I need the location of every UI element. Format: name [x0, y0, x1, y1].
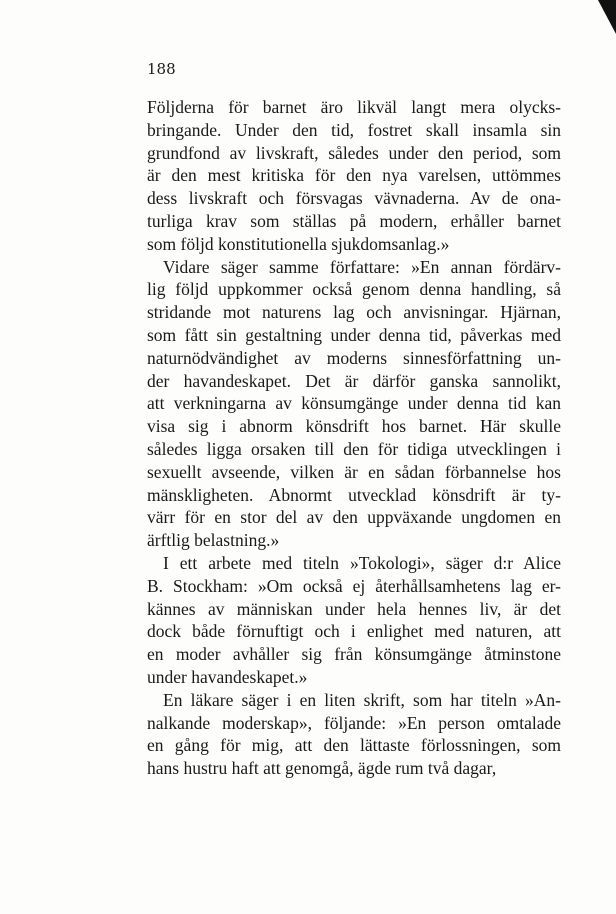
text-line: dess livskraft och försvagas vävnaderna. Av de ona- [147, 188, 561, 209]
text-line: värr för en stor del av den uppväxande ungdomen en [147, 507, 561, 528]
text-line: der havandeskapet. Det är därför ganska sannolikt, [147, 370, 561, 391]
text-line: under havandeskapet.» [147, 666, 308, 687]
text-line: en moder avhåller sig från könsumgänge åtminstone [147, 644, 561, 665]
text-line: mänskligheten. Abnormt utvecklad könsdrift är ty- [147, 484, 561, 505]
text-line: visa sig i abnorm könsdrift hos barnet. Här skulle [147, 416, 561, 437]
text-line: Följderna för barnet äro likväl langt mera olycks- [147, 97, 561, 117]
paragraph [147, 689, 561, 780]
text-line: stridande mot naturens lag och anvisningar. Hjärnan, [147, 302, 561, 323]
text-line: hans hustru haft att genomgå, ägde rum två dagar, [147, 758, 497, 779]
text-line: ärftlig belastning.» [147, 530, 280, 551]
text-line: Vidare säger samme författare: »En annan fördärv- [163, 256, 561, 277]
text-line: att verkningarna av könsumgänge under denna tid kan [147, 393, 561, 414]
text-line: nalkande moderskap», följande: »En person omtalade [147, 712, 561, 733]
page-number: 188 [147, 60, 176, 78]
text-line: således ligga orsaken till den för tidiga utvecklingen i [147, 438, 561, 459]
text-line: lig följd uppkommer också genom denna handling, så [147, 279, 561, 300]
text-line: turliga krav som ställas på modern, erhåller barnet [147, 210, 561, 231]
text-line: en gång för mig, att den lättaste förlossningen, som [147, 735, 561, 756]
text-line: som följd konstitutionella sjukdomsanlag.» [147, 233, 450, 254]
text-line: sexuellt avseende, vilken är en sådan förbannelse hos [147, 461, 561, 482]
paragraph [147, 256, 561, 552]
text-line: grundfond av livskraft, således under den period, som [147, 142, 561, 163]
paragraph [147, 552, 561, 689]
body-text [147, 96, 561, 780]
text-line: bringande. Under den tid, fostret skall insamla sin [147, 119, 561, 140]
page-corner-mark [598, 0, 616, 34]
text-line: är den mest kritiska för den nya varelsen, uttömmes [147, 165, 561, 186]
text-line: som fått sin gestaltning under denna tid, påverkas med [147, 324, 561, 345]
text-line: naturnödvändighet av moderns sinnesförfattning un- [147, 347, 561, 368]
paragraph [147, 96, 561, 256]
text-line: En läkare säger i en liten skrift, som har titeln »An- [163, 689, 561, 710]
text-line: kännes av människan under hela hennes liv, är det [147, 598, 561, 619]
text-line: I ett arbete med titeln »Tokologi», säger d:r Alice [163, 552, 561, 573]
text-line: dock både förnuftigt och i enlighet med naturen, att [147, 621, 561, 642]
text-line: B. Stockham: »Om också ej återhållsamhetens lag er- [147, 575, 561, 596]
